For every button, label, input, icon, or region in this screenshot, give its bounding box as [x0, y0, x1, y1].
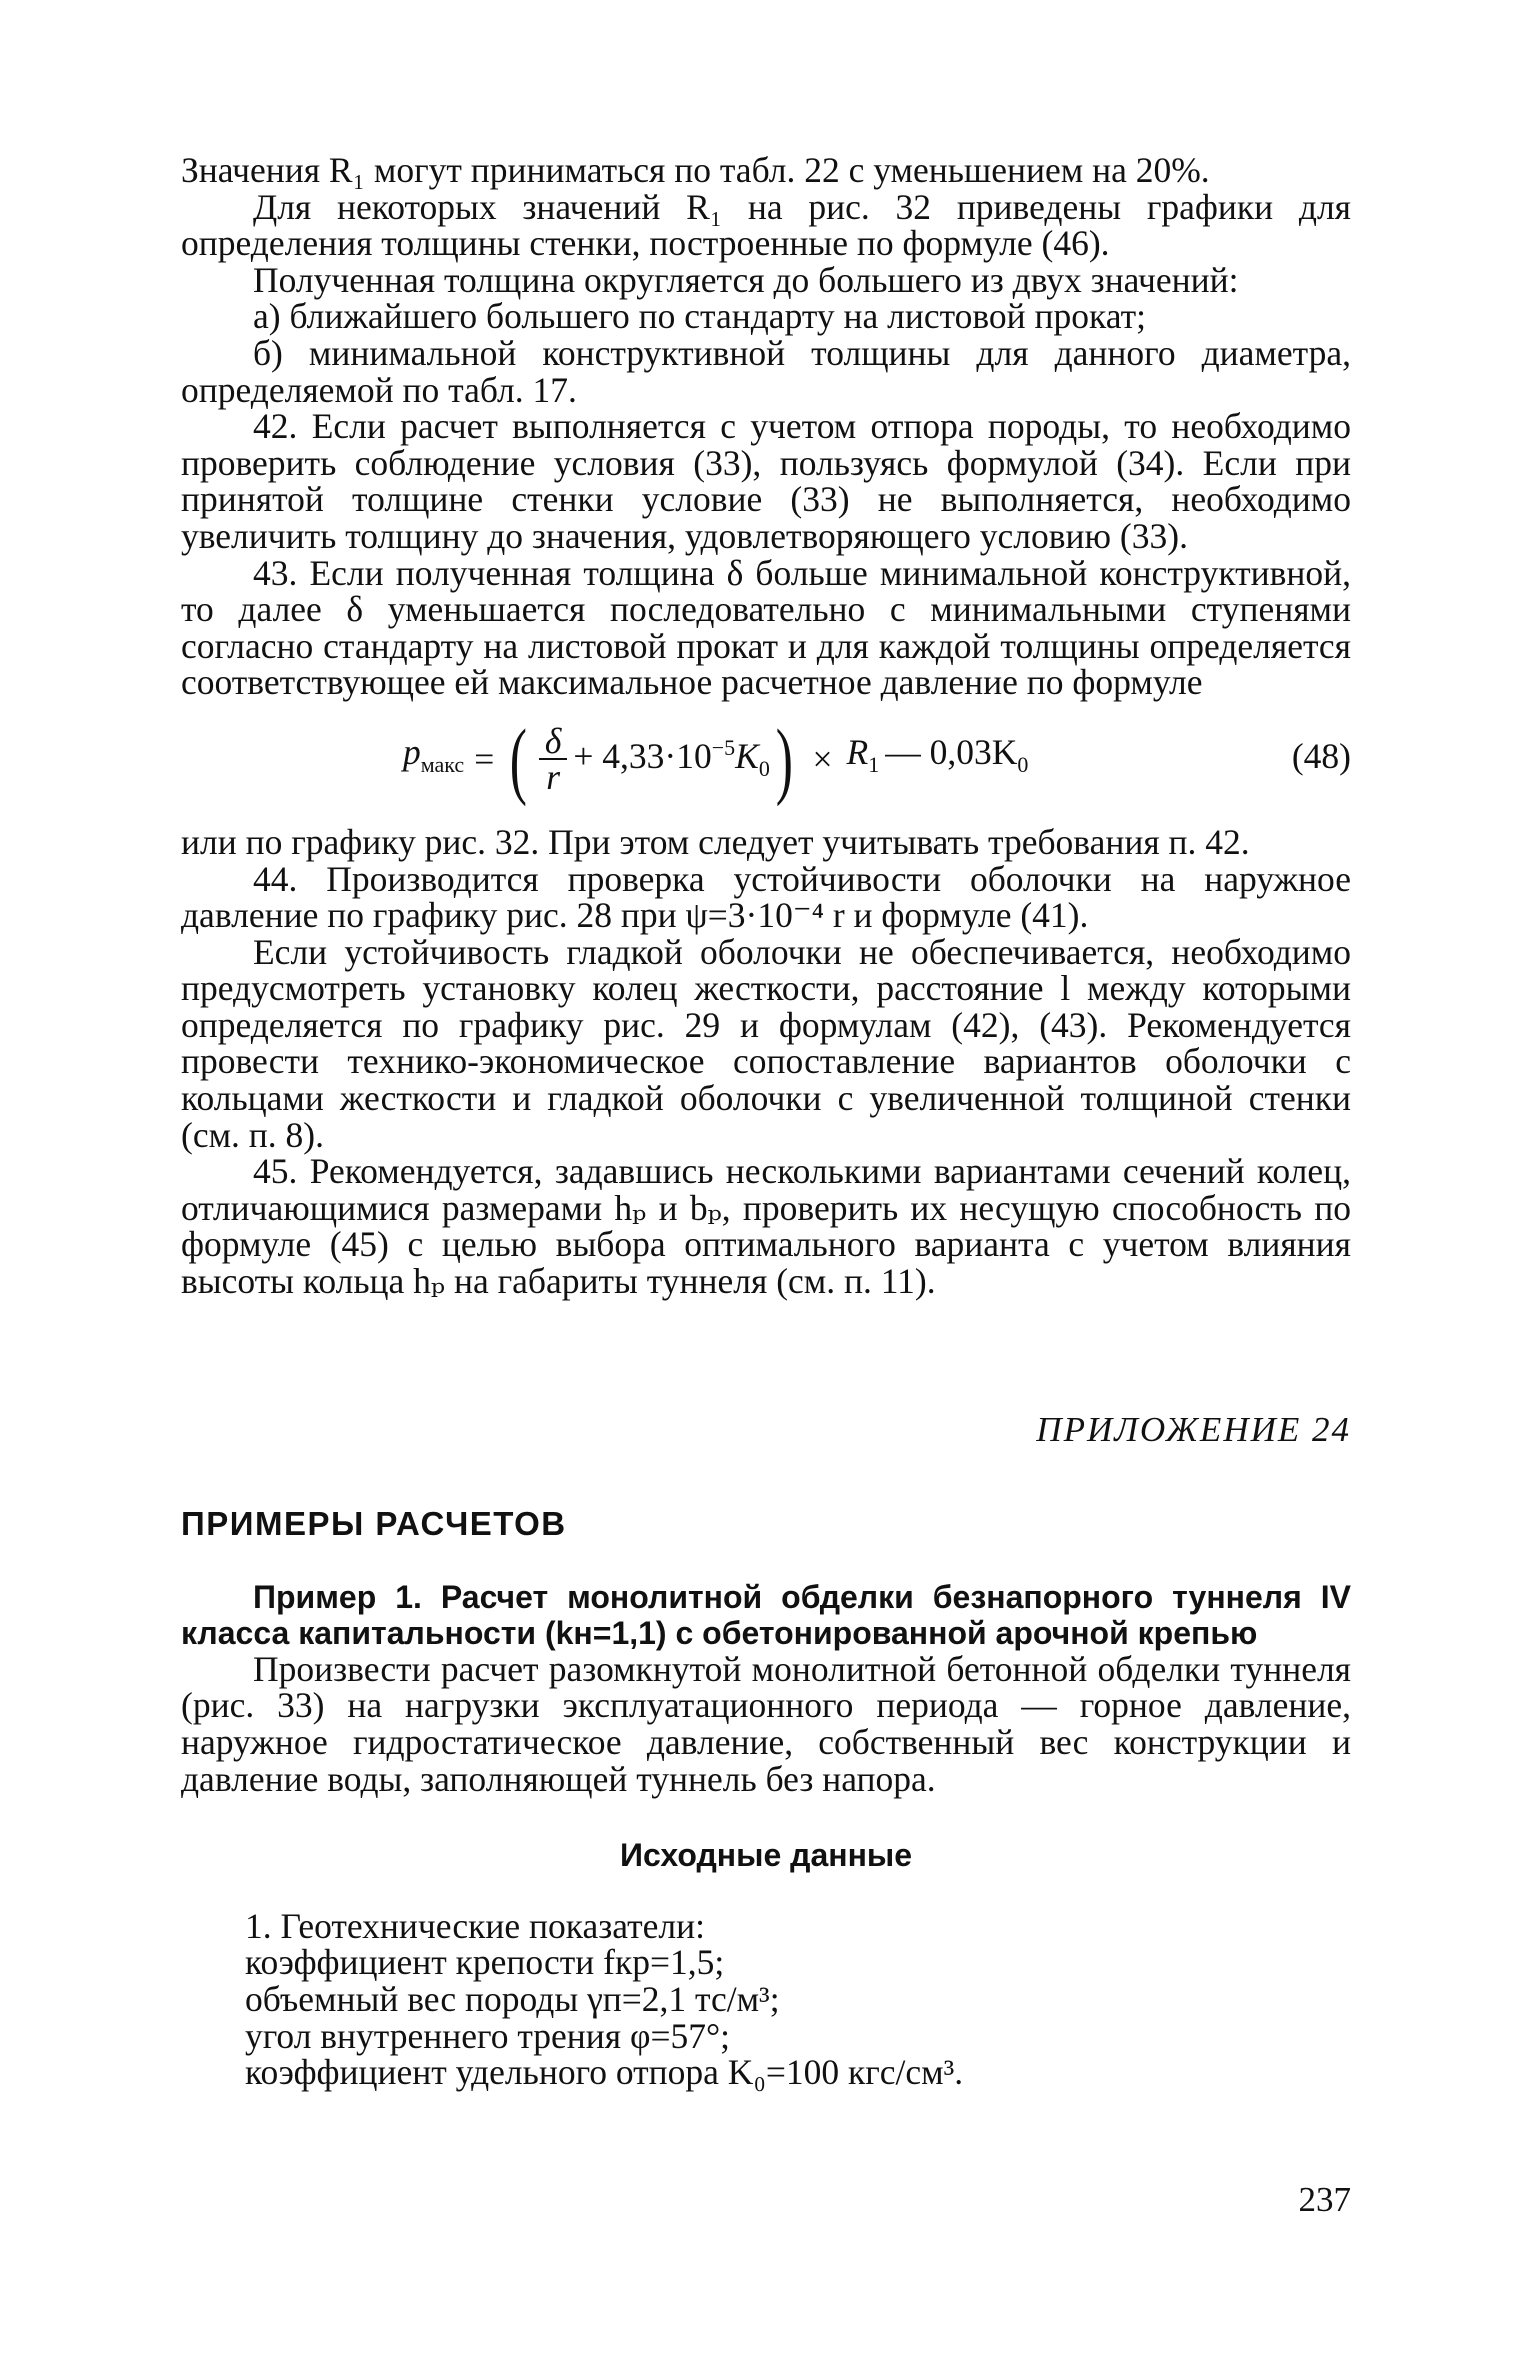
right-paren: ) [775, 710, 793, 807]
paragraph-44: 44. Производится проверка устойчивости оболочки на наружное давление по графику рис. 28 при ψ=3·10⁻⁴ r и формуле (41). [181, 858, 1351, 936]
paragraph-43: 43. Если полученная толщина δ больше минимальной конструктивной, то далее δ уменьшается последовательно с минимальными ступенями согласно стандарту на листовой прокат и для каждой толщины определяется соответствующее ей максимальное расчетное давление по формуле [181, 552, 1351, 703]
example-title: Пример 1. Расчет монолитной обделки безнапорного туннеля IV класса капитальности (kн=1,1) с обетонированной арочной крепью [181, 1578, 1351, 1651]
parameter-item: объемный вес породы γп=2,1 тс/м³; [245, 1978, 780, 2019]
section-title: ПРИМЕРЫ РАСЧЕТОВ [181, 1505, 567, 1543]
list-item: а) ближайшего большего по стандарту на листовой прокат; [253, 296, 1146, 337]
parameter-item: коэффициент удельного отпора K₀=100 кгс/см³. [245, 2052, 964, 2093]
formula-times: × [812, 738, 833, 779]
list-item: б) минимальной конструктивной толщины для данного диаметра, определяемой по табл. 17. [181, 332, 1351, 410]
parameter-list [181, 1905, 1351, 2093]
document-page [181, 152, 1351, 2272]
paragraph-42: 42. Если расчет выполняется с учетом отпора породы, то необходимо проверить соблюдение условия (33), пользуясь формулой (34). Если при принятой толщине стенки условие (33) не выполняется, необходимо увеличить толщину до значения, удовлетворяющего условию (33). [181, 406, 1351, 556]
paragraph: Если устойчивость гладкой оболочки не обеспечивается, необходимо предусмотреть установку колец жесткости, расстояние l между которыми определяется по графику рис. 29 и формулам (42), (43). Рекомендуется провести технико-экономическое сопоставление вариантов оболочки с кольцами жесткости и гладкой оболочки с увеличенной толщиной стенки (см. п. 8). [181, 931, 1351, 1155]
paragraph: Значения R₁ могут приниматься по табл. 22 с уменьшением на 20%. [181, 150, 1210, 190]
subheading: Исходные данные [619, 1837, 913, 1874]
equation-number: (48) [1291, 735, 1351, 776]
fraction-numerator: δ [539, 724, 568, 760]
paragraph: Полученная толщина округляется до большего из двух значений: [253, 259, 1239, 300]
parameter-item: 1. Геотехнические показатели: [245, 1905, 705, 1946]
formula-fraction [539, 720, 568, 797]
left-paren: ( [509, 710, 528, 807]
parameter-item: коэффициент крепости fкр=1,5; [245, 1942, 725, 1983]
page-number: 237 [1298, 2180, 1351, 2219]
formula-lhs: $p_{макс}$ [403, 732, 465, 778]
formula-equals: = [474, 738, 495, 779]
parameter-item: угол внутреннего трения φ=57°; [245, 2015, 731, 2056]
paragraph: или по графику рис. 32. При этом следует учитывать требования п. 42. [181, 821, 1250, 862]
paragraph: Для некоторых значений R₁ на рис. 32 приведены графики для определения толщины стенки, построенные по формуле (46). [181, 186, 1351, 264]
appendix-label: ПРИЛОЖЕНИЕ 24 [1036, 1409, 1351, 1449]
formula-term: + $4,33\cdot 10^{-5}K_0$ [573, 735, 770, 782]
formula-tail: — $0,03K_0$ [885, 732, 1029, 778]
paragraph-45: 45. Рекомендуется, задавшись несколькими вариантами сечений колец, отличающимися размерами hₚ и bₚ, проверить их несущую способность по формуле (45) с целью выбора оптимального варианта с учетом влияния высоты кольца hₚ на габариты туннеля (см. п. 11). [181, 1151, 1351, 1302]
fraction-denominator: r [546, 756, 561, 797]
formula-r1: $R_1$ [846, 732, 880, 778]
formula-48 [181, 708, 1351, 818]
example-text: Произвести расчет разомкнутой монолитной бетонной обделки туннеля (рис. 33) на нагрузки эксплуатационного периода — горное давление, наружное гидростатическое давление, собственный вес конструкции и давление воды, заполняющей туннель без напора. [181, 1648, 1351, 1799]
